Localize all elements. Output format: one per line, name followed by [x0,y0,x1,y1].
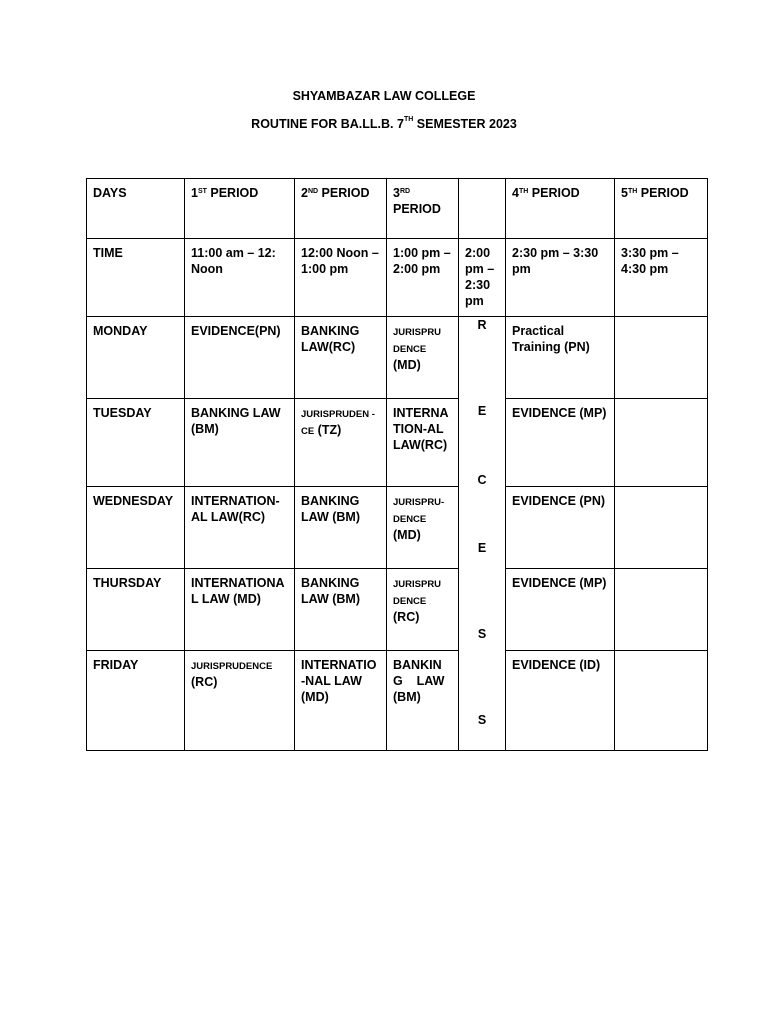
recess-letter: R [477,318,487,332]
tuesday-row [87,399,708,487]
wednesday-row [87,487,708,569]
wednesday-period-2: BANKING LAW (BM) [295,487,387,569]
monday-period-5 [615,317,708,399]
monday-period-4: Practical Training (PN) [506,317,615,399]
header-days: DAYS [87,179,185,239]
time-period-4: 2:30 pm – 3:30 pm [506,239,615,317]
thursday-period-1: INTERNATIONA L LAW (MD) [185,569,295,651]
wednesday-period-4: EVIDENCE (PN) [506,487,615,569]
monday-row [87,317,708,399]
monday-period-2: BANKING LAW(RC) [295,317,387,399]
monday-period-1: EVIDENCE(PN) [185,317,295,399]
time-period-1: 11:00 am – 12: Noon [185,239,295,317]
header-period-3: 3RD PERIOD [387,179,459,239]
recess-column [459,317,506,751]
friday-period-2: INTERNATIO -NAL LAW (MD) [295,651,387,751]
recess-letter: E [477,404,487,418]
recess-letter: S [477,713,487,727]
friday-period-5 [615,651,708,751]
wednesday-period-3: JURISPRU- DENCE (MD) [387,487,459,569]
time-label: TIME [87,239,185,317]
tuesday-period-5 [615,399,708,487]
tuesday-period-4: EVIDENCE (MP) [506,399,615,487]
day-friday: FRIDAY [87,651,185,751]
friday-row [87,651,708,751]
thursday-period-4: EVIDENCE (MP) [506,569,615,651]
header-row [87,179,708,239]
header-recess [459,179,506,239]
time-period-3: 1:00 pm – 2:00 pm [387,239,459,317]
time-period-5: 3:30 pm – 4:30 pm [615,239,708,317]
wednesday-period-1: INTERNATION-AL LAW(RC) [185,487,295,569]
day-wednesday: WEDNESDAY [87,487,185,569]
friday-period-1: JURISPRUDENCE (RC) [185,651,295,751]
wednesday-period-5 [615,487,708,569]
thursday-row [87,569,708,651]
tuesday-period-3: INTERNA TION-AL LAW(RC) [387,399,459,487]
routine-table [86,178,708,751]
college-name: SHYAMBAZAR LAW COLLEGE [292,89,476,103]
thursday-period-3: JURISPRU DENCE (RC) [387,569,459,651]
day-tuesday: TUESDAY [87,399,185,487]
time-row [87,239,708,317]
day-thursday: THURSDAY [87,569,185,651]
recess-letter: E [477,541,487,555]
tuesday-period-2: JURISPRUDEN -CE (TZ) [295,399,387,487]
thursday-period-2: BANKING LAW (BM) [295,569,387,651]
header-period-1: 1ST PERIOD [185,179,295,239]
friday-period-4: EVIDENCE (ID) [506,651,615,751]
header-period-2: 2ND PERIOD [295,179,387,239]
tuesday-period-1: BANKING LAW (BM) [185,399,295,487]
time-period-2: 12:00 Noon – 1:00 pm [295,239,387,317]
recess-letter: S [477,627,487,641]
friday-period-3: BANKIN G LAW (BM) [387,651,459,751]
time-recess: 2:00 pm – 2:30 pm [459,239,506,317]
header-period-5: 5TH PERIOD [615,179,708,239]
routine-title: ROUTINE FOR BA.LL.B. 7TH SEMESTER 2023 [251,116,517,131]
header-period-4: 4TH PERIOD [506,179,615,239]
day-monday: MONDAY [87,317,185,399]
recess-letter: C [477,473,487,487]
monday-period-3: JURISPRU DENCE (MD) [387,317,459,399]
thursday-period-5 [615,569,708,651]
